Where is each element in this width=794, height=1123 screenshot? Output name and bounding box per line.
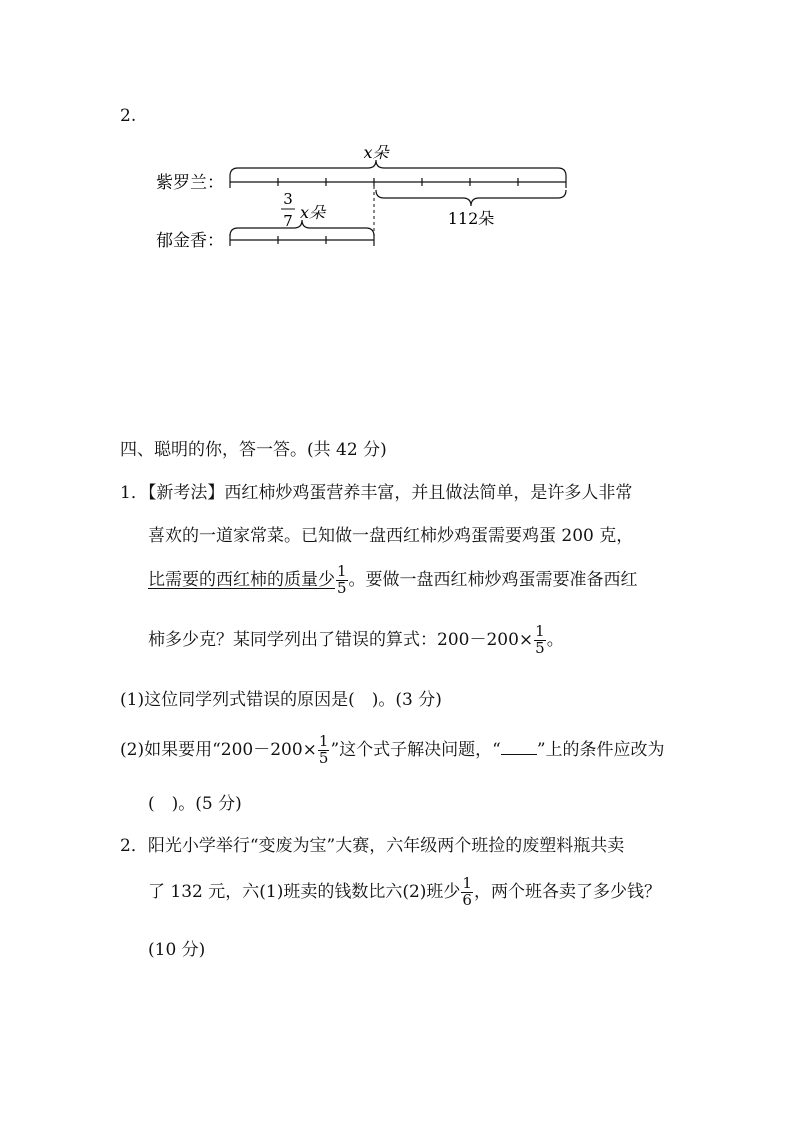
q1-number: 1． — [120, 483, 148, 503]
remaining-brace — [376, 190, 566, 206]
q2-number: 2． — [120, 836, 148, 856]
q1-line2: 喜欢的一道家常菜。已知做一盘西红柿炒鸡蛋需要鸡蛋 200 克， — [148, 526, 634, 546]
q1-sub2 — [120, 734, 665, 767]
q1-sub2-line2: ( )。(5 分) — [148, 794, 242, 814]
q1-fraction-2: $\frac{1}{5}$ — [535, 622, 545, 657]
line-segment-diagram — [150, 140, 590, 270]
q1-fraction-3: $\frac{1}{5}$ — [318, 732, 329, 767]
q1-underlined-text: 比需要的西红柿的质量少 — [148, 569, 335, 590]
q1-sub2-a: (2)如果要用“200－200× — [120, 739, 317, 760]
q1-sub2-b: ”这个式子解决问题，“ — [330, 739, 501, 760]
tulip-brace — [230, 220, 374, 236]
q2-text-line2b: ，两个班各卖了多少钱？ — [473, 881, 661, 902]
answer-blank[interactable] — [501, 740, 537, 755]
q2-text-line1: 阳光小学举行“变废为宝”大赛，六年级两个班捡的废塑料瓶共卖 — [147, 836, 625, 856]
q1-line1 — [120, 485, 632, 502]
violet-label: 紫罗兰： — [156, 173, 224, 193]
q1-line4-end: 。 — [546, 629, 564, 650]
q1-text-line3: 。要做一盘西红柿炒鸡蛋需要准备西红 — [348, 569, 638, 590]
q1-line4 — [148, 624, 564, 657]
q2-line3: (10 分) — [148, 940, 206, 960]
q1-sub1: (1)这位同学列式错误的原因是( )。(3 分) — [120, 690, 442, 710]
part4-heading: 四、聪明的你，答一答。(共 42 分) — [120, 440, 387, 460]
q2-text-line2a: 了 132 元，六(1)班卖的钱数比六(2)班少 — [148, 881, 461, 902]
section-label: 2. — [120, 106, 137, 126]
q2-line1 — [120, 838, 624, 855]
fraction-numerator: 3 — [283, 190, 293, 208]
q1-fraction-1: $\frac{1}{5}$ — [337, 562, 347, 597]
remaining-label: 112朵 — [447, 209, 495, 228]
q1-text-line4: 柿多少克？某同学列出了错误的算式：200－200× — [148, 629, 534, 650]
q2-fraction: $\frac{1}{6}$ — [462, 874, 472, 909]
total-label: x朵 — [363, 143, 389, 162]
q1-line3 — [148, 564, 638, 597]
fraction-denominator: 7 — [283, 212, 293, 230]
tulip-label: 郁金香： — [156, 231, 224, 251]
q1-sub2-c: ”上的条件应改为 — [536, 739, 665, 760]
q2-line2 — [148, 876, 661, 909]
fraction-suffix: x朵 — [300, 203, 326, 222]
total-brace — [230, 160, 566, 176]
q1-text-line1: 【新考法】西红柿炒鸡蛋营养丰富，并且做法简单，是许多人非常 — [147, 483, 633, 503]
